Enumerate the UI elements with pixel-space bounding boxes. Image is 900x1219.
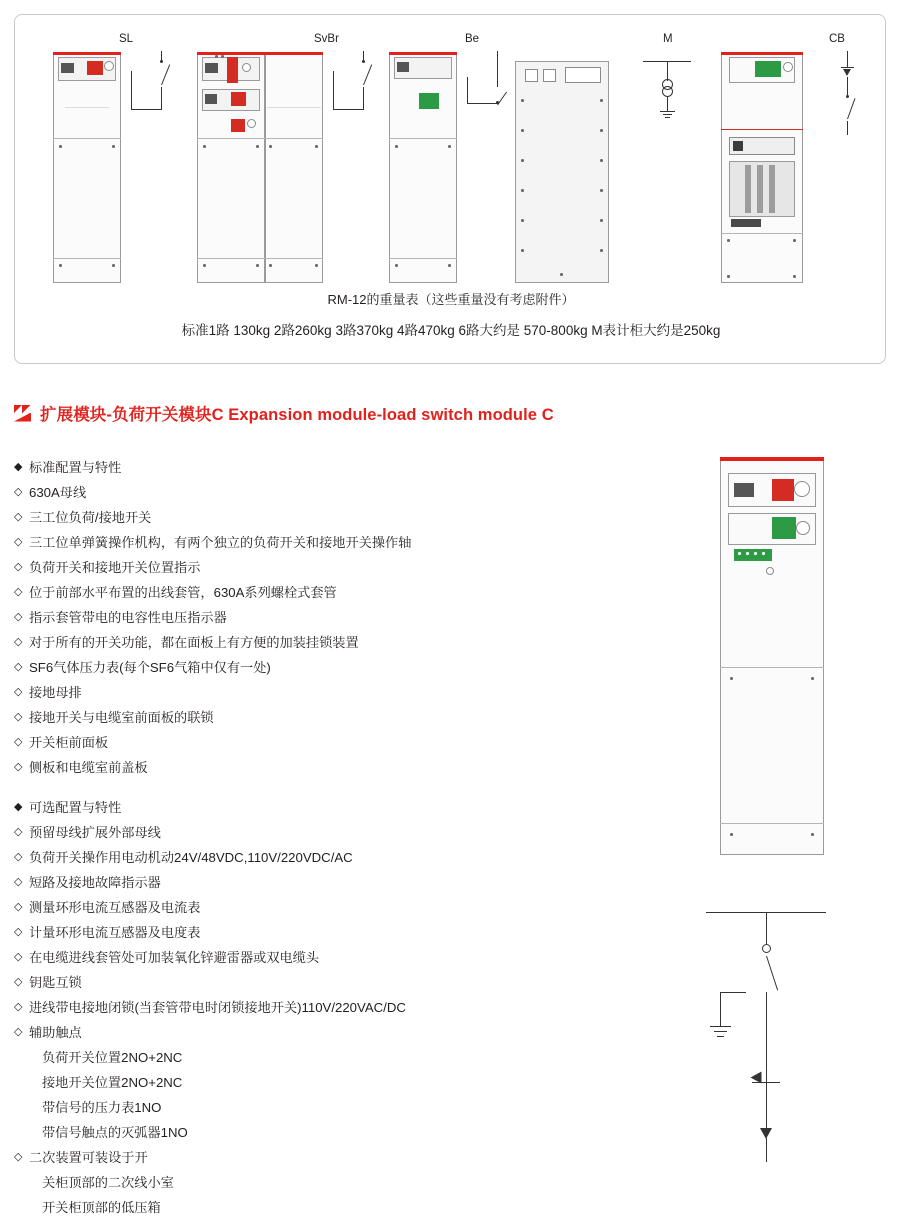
list-subitem <box>14 1120 474 1145</box>
list-item <box>14 1020 474 1045</box>
cabinet-label-cb: CB <box>829 33 845 45</box>
schematic-m <box>635 51 705 131</box>
list-subitem <box>14 1045 474 1070</box>
module-schematic <box>690 900 860 1170</box>
diamond-outline-icon: ◇ <box>14 561 23 573</box>
fix-dot <box>521 99 524 102</box>
schematic-line <box>847 77 848 95</box>
panel-divider <box>389 258 457 259</box>
panel-divider <box>720 823 824 824</box>
list-item-label: SF6气体压力表(每个SF6气箱中仅有一处) <box>29 660 271 675</box>
fix-dot <box>221 55 224 58</box>
schematic-arrow <box>843 69 851 76</box>
list-item <box>14 820 474 845</box>
schematic-line <box>847 51 848 67</box>
fix-dot <box>315 264 318 267</box>
section-heading <box>14 400 554 426</box>
list-item <box>14 870 474 895</box>
lv-display-window <box>543 69 556 82</box>
list-item-label: 三工位负荷/接地开关 <box>29 510 152 525</box>
gauge-circle <box>766 567 774 575</box>
schematic-node-circle <box>762 944 771 953</box>
list-item-label: 钥匙互锁 <box>29 975 82 990</box>
diamond-outline-icon: ◇ <box>14 486 23 498</box>
list-item-label: 对于所有的开关功能，都在面板上有方便的加装挂锁装置 <box>29 635 359 650</box>
cabinet-svbr <box>197 33 367 283</box>
schematic-switch-blade <box>766 956 778 991</box>
fix-dot <box>811 677 814 680</box>
panel-divider <box>197 258 323 259</box>
cabinet-body <box>265 53 323 283</box>
fix-dot <box>521 189 524 192</box>
panel-divider <box>389 138 457 139</box>
schematic-line <box>667 97 668 111</box>
switch-indicator-green <box>419 93 439 109</box>
fix-dot <box>256 145 259 148</box>
schematic-switch-blade <box>363 64 372 85</box>
schematic-switch-blade <box>161 64 170 85</box>
list-item <box>14 970 474 995</box>
diamond-filled-icon: ◆ <box>14 461 23 473</box>
fix-dot <box>730 833 733 836</box>
schematic-node <box>160 60 163 63</box>
list-item-label: 负荷开关操作用电动机动24V/48VDC,110V/220VDC/AC <box>29 850 353 865</box>
switch-indicator-red <box>231 92 246 106</box>
schematic-ground <box>717 1036 724 1037</box>
diamond-filled-icon: ◆ <box>14 801 23 813</box>
fix-dot <box>521 129 524 132</box>
panel-divider <box>53 258 121 259</box>
schematic-line <box>497 51 498 87</box>
list-item <box>14 505 474 530</box>
schematic-node <box>846 95 849 98</box>
fix-dot <box>560 273 563 276</box>
diamond-outline-icon: ◇ <box>14 1151 23 1163</box>
list-item-label: 开关柜前面板 <box>29 735 109 750</box>
cabinet-top-red-bar <box>389 52 457 55</box>
list-heading-label: 标准配置与特性 <box>29 460 122 475</box>
schematic-cb <box>817 51 877 141</box>
lv-display-window <box>565 67 601 83</box>
schematic-contact-bar <box>720 992 746 993</box>
fix-dot <box>762 552 765 555</box>
list-item <box>14 605 474 630</box>
list-item-label: 指示套管带电的电容性电压指示器 <box>29 610 227 625</box>
fix-dot <box>600 159 603 162</box>
schematic-ground <box>714 1031 727 1032</box>
panel-divider <box>53 138 121 139</box>
list-item <box>14 705 474 730</box>
list-item-label: 630A母线 <box>29 485 87 500</box>
fix-dot <box>727 275 730 278</box>
fix-dot <box>269 264 272 267</box>
module-cabinet-illustration <box>720 455 824 855</box>
optional-config-list <box>14 795 474 1219</box>
fix-dot <box>600 189 603 192</box>
schematic-line <box>720 992 721 1026</box>
schematic-ground <box>710 1026 731 1027</box>
switch-indicator-red <box>87 61 103 75</box>
cabinet-top-red-bar <box>720 457 824 461</box>
list-heading <box>14 795 474 820</box>
list-item <box>14 945 474 970</box>
fix-dot <box>315 145 318 148</box>
fix-dot <box>112 145 115 148</box>
list-subitem <box>14 1070 474 1095</box>
cabinet-cb <box>721 33 871 283</box>
schematic-line <box>161 87 162 109</box>
knob-circle <box>247 119 256 128</box>
list-item-label: 辅助触点 <box>29 1025 82 1040</box>
schematic-line <box>467 103 498 104</box>
list-subitem <box>14 1095 474 1120</box>
fix-dot <box>59 145 62 148</box>
list-item <box>14 655 474 680</box>
schematic-line <box>766 1082 767 1134</box>
indicator-block <box>733 141 743 151</box>
list-subitem-label: 接地开关位置2NO+2NC <box>42 1075 183 1090</box>
schematic-line <box>667 61 668 81</box>
fix-dot <box>730 677 733 680</box>
schematic-line <box>766 992 767 1082</box>
terminal-indicator-green <box>734 549 772 561</box>
list-item-label: 三工位单弹簧操作机构，有两个独立的负荷开关和接地开关操作轴 <box>29 535 412 550</box>
terminal-strip <box>731 219 761 227</box>
list-item <box>14 895 474 920</box>
fix-dot <box>448 145 451 148</box>
list-item <box>14 555 474 580</box>
fix-dot <box>215 55 218 58</box>
indicator-block <box>205 63 218 73</box>
diamond-outline-icon: ◇ <box>14 926 23 938</box>
fix-dot <box>521 159 524 162</box>
list-subitem <box>14 1170 474 1195</box>
fix-dot <box>112 264 115 267</box>
cabinet-lv-panel <box>515 33 625 283</box>
switch-indicator-red <box>772 479 794 501</box>
breaker-pole <box>769 165 775 213</box>
diamond-outline-icon: ◇ <box>14 761 23 773</box>
cabinet-be <box>389 33 529 283</box>
list-item-label: 预留母线扩展外部母线 <box>29 825 161 840</box>
weight-table-values: 标准1路 130kg 2路260kg 3路370kg 4路470kg 6路大约是 570-800kg M表计柜大约是250kg <box>181 323 721 338</box>
fix-dot <box>793 239 796 242</box>
fix-dot <box>269 145 272 148</box>
panel-divider <box>721 233 803 234</box>
diamond-outline-icon: ◇ <box>14 586 23 598</box>
knob-circle <box>242 63 251 72</box>
schematic-line <box>766 1138 767 1162</box>
list-item <box>14 480 474 505</box>
weight-table-title: RM-12的重量表（这些重量没有考虑附件） <box>327 292 575 307</box>
diamond-outline-icon: ◇ <box>14 1001 23 1013</box>
fix-dot <box>811 833 814 836</box>
panel-hairline <box>65 107 109 108</box>
cabinet-row <box>15 33 887 283</box>
fix-dot <box>521 219 524 222</box>
schematic-fuse <box>841 67 854 68</box>
fix-dot <box>59 264 62 267</box>
list-item <box>14 530 474 555</box>
schematic-line <box>333 71 334 109</box>
cabinet-body <box>197 53 265 283</box>
list-item-label: 接地开关与电缆室前面板的联锁 <box>29 710 214 725</box>
fix-dot <box>600 99 603 102</box>
fix-dot <box>600 129 603 132</box>
standard-config-list <box>14 455 474 780</box>
list-subitem-label: 开关柜顶部的低压箱 <box>42 1200 161 1215</box>
indicator-block <box>205 94 217 104</box>
list-item <box>14 755 474 780</box>
schematic-node <box>362 60 365 63</box>
list-heading <box>14 455 474 480</box>
knob-circle <box>796 521 810 535</box>
schematic-line <box>766 912 767 944</box>
fix-dot <box>395 145 398 148</box>
fix-dot <box>727 239 730 242</box>
fix-dot <box>203 264 206 267</box>
list-item-label: 计量环形电流互感器及电度表 <box>29 925 201 940</box>
switch-indicator-green <box>755 61 781 77</box>
list-item-label: 进线带电接地闭锁(当套管带电时闭锁接地开关)110V/220VAC/DC <box>29 1000 406 1015</box>
diamond-outline-icon: ◇ <box>14 536 23 548</box>
fix-dot <box>754 552 757 555</box>
list-item-label: 位于前部水平布置的出线套管，630A系列螺栓式套管 <box>29 585 337 600</box>
switch-indicator-red <box>227 57 238 83</box>
list-item-label: 在电缆进线套管处可加装氧化锌避雷器或双电缆头 <box>29 950 320 965</box>
list-item-label: 测量环形电流互感器及电流表 <box>29 900 201 915</box>
diamond-outline-icon: ◇ <box>14 611 23 623</box>
schematic-line <box>333 109 364 110</box>
list-item-label: 二次装置可装设于开 <box>29 1150 148 1165</box>
schematic-ground <box>665 117 670 118</box>
schematic-line <box>847 121 848 135</box>
cabinet-label-sl: SL <box>119 33 134 45</box>
fix-dot <box>600 249 603 252</box>
diamond-outline-icon: ◇ <box>14 736 23 748</box>
diamond-outline-icon: ◇ <box>14 636 23 648</box>
list-item <box>14 1145 474 1170</box>
diamond-outline-icon: ◇ <box>14 826 23 838</box>
diamond-outline-icon: ◇ <box>14 951 23 963</box>
knob-circle <box>794 481 810 497</box>
diamond-outline-icon: ◇ <box>14 851 23 863</box>
lv-display-window <box>525 69 538 82</box>
schematic-line <box>131 109 162 110</box>
diamond-outline-icon: ◇ <box>14 511 23 523</box>
fix-dot <box>521 249 524 252</box>
diamond-outline-icon: ◇ <box>14 901 23 913</box>
knob-circle <box>783 62 793 72</box>
diamond-outline-icon: ◇ <box>14 1026 23 1038</box>
list-item <box>14 920 474 945</box>
panel-divider <box>720 667 824 668</box>
diamond-outline-icon: ◇ <box>14 976 23 988</box>
list-item <box>14 580 474 605</box>
schematic-line <box>467 77 468 103</box>
cabinet-body <box>389 53 457 283</box>
cabinet-top-red-bar <box>53 52 121 55</box>
breaker-pole <box>757 165 763 213</box>
list-item-label: 负荷开关和接地开关位置指示 <box>29 560 201 575</box>
cabinet-sl <box>53 33 203 283</box>
schematic-line <box>363 87 364 109</box>
section-marker-icon <box>14 405 31 422</box>
schematic-ground <box>660 111 675 112</box>
switch-indicator-red <box>231 119 245 132</box>
list-item <box>14 995 474 1020</box>
cabinet-label-svbr: SvBr <box>314 33 339 45</box>
fix-dot <box>448 264 451 267</box>
indicator-block <box>61 63 74 73</box>
schematic-line <box>131 71 132 109</box>
fix-dot <box>395 264 398 267</box>
fix-dot <box>600 219 603 222</box>
panel-divider <box>197 138 323 139</box>
cabinet-overview-panel <box>14 14 886 364</box>
list-subitem <box>14 1195 474 1219</box>
cabinet-body <box>53 53 121 283</box>
list-item <box>14 730 474 755</box>
list-item <box>14 630 474 655</box>
diamond-outline-icon: ◇ <box>14 711 23 723</box>
fix-dot <box>746 552 749 555</box>
list-subitem-label: 负荷开关位置2NO+2NC <box>42 1050 183 1065</box>
list-subitem-label: 关柜顶部的二次线小室 <box>42 1175 174 1190</box>
cabinet-body <box>515 61 609 283</box>
schematic-breaker-blade <box>847 98 855 119</box>
list-item-label: 接地母排 <box>29 685 82 700</box>
fix-dot <box>793 275 796 278</box>
schematic-sl <box>131 51 191 117</box>
switch-indicator-green <box>772 517 796 539</box>
schematic-ct-arrow-left <box>751 1072 762 1084</box>
diamond-outline-icon: ◇ <box>14 686 23 698</box>
list-subitem-label: 带信号的压力表1NO <box>42 1100 162 1115</box>
list-heading-label: 可选配置与特性 <box>29 800 122 815</box>
fix-dot <box>256 264 259 267</box>
schematic-transformer-circle <box>662 86 673 97</box>
section-title: 扩展模块-负荷开关模块C Expansion module-load switch module C <box>40 406 554 424</box>
list-subitem-label: 带信号触点的灭弧器1NO <box>42 1125 188 1140</box>
list-item <box>14 680 474 705</box>
panel-divider <box>721 129 803 130</box>
fix-dot <box>738 552 741 555</box>
cabinet-top-red-bar <box>721 52 803 55</box>
schematic-svbr <box>333 51 393 117</box>
knob-circle <box>104 61 114 71</box>
list-item-label: 侧板和电缆室前盖板 <box>29 760 148 775</box>
cabinet-label-be: Be <box>465 33 480 45</box>
schematic-switch-blade <box>497 92 507 106</box>
list-item <box>14 845 474 870</box>
list-item-label: 短路及接地故障指示器 <box>29 875 161 890</box>
panel-hairline <box>267 107 321 108</box>
cabinet-label-m: M <box>663 33 673 45</box>
diamond-outline-icon: ◇ <box>14 661 23 673</box>
indicator-block <box>734 483 754 497</box>
fix-dot <box>203 145 206 148</box>
schematic-ground <box>663 114 672 115</box>
indicator-block <box>397 62 409 72</box>
cabinet-m-schematic <box>635 33 715 283</box>
diamond-outline-icon: ◇ <box>14 876 23 888</box>
breaker-pole <box>745 165 751 213</box>
